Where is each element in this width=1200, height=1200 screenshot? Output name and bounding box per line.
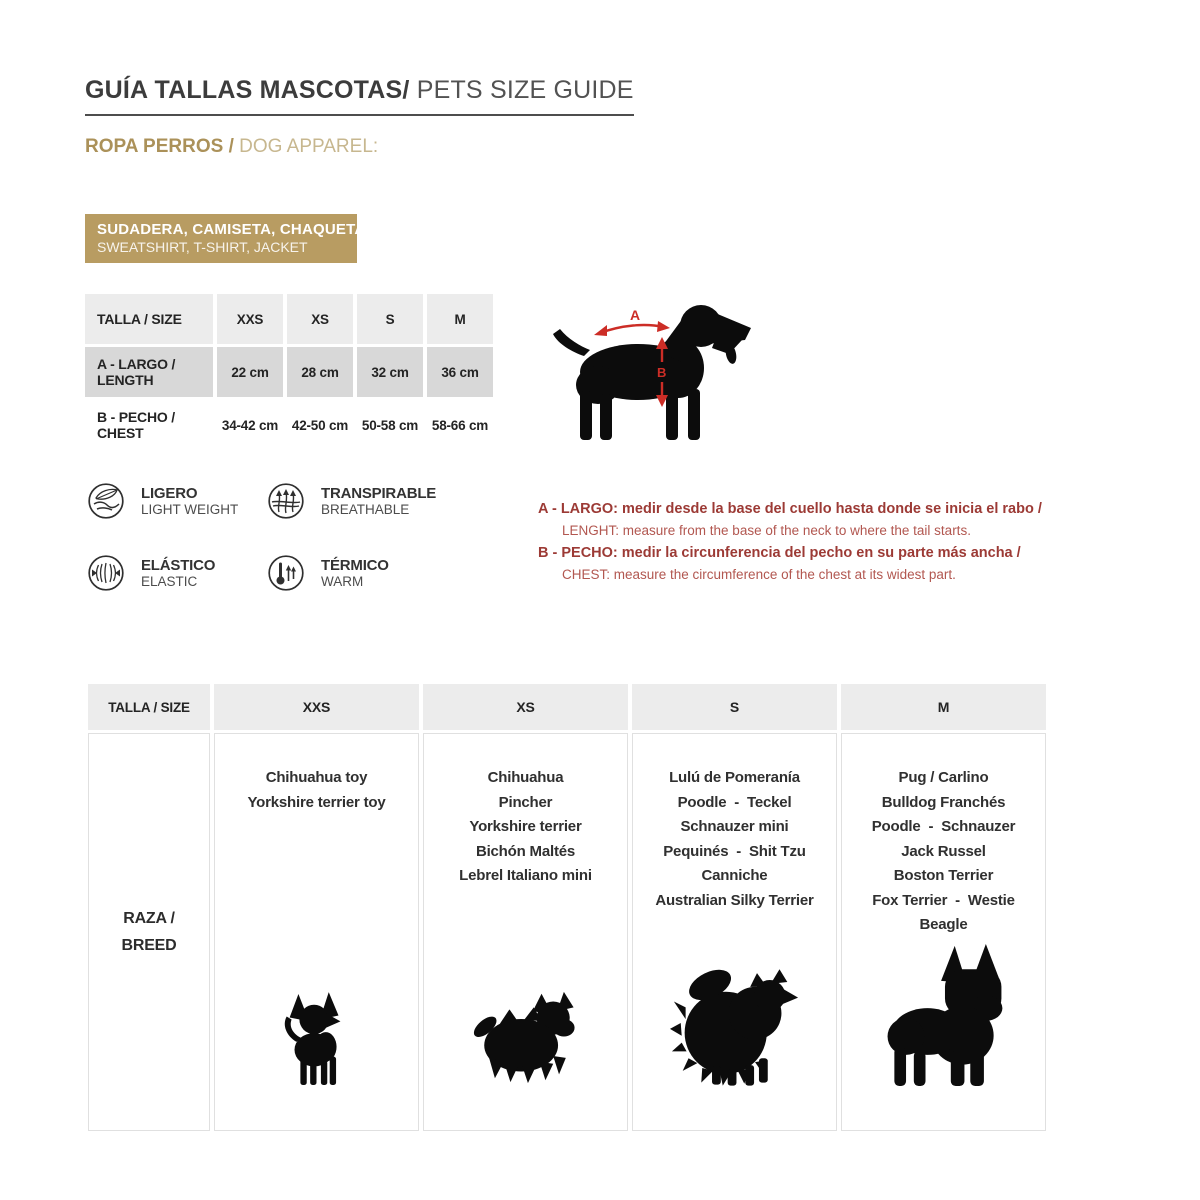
size-table-header-s: S <box>357 294 423 344</box>
size-table-header-xs: XS <box>287 294 353 344</box>
chest-s: 50-58 cm <box>357 400 423 450</box>
breed-table-header-row <box>88 684 1046 730</box>
breed-item: Yorkshire terrier toy <box>247 793 386 811</box>
breed-row-label-es: RAZA / <box>123 910 175 927</box>
breed-item: Pincher <box>498 793 553 811</box>
note-largo-en: LENGHT: measure from the base of the neck to where the tail starts. <box>562 523 971 538</box>
length-m: 36 cm <box>427 347 493 397</box>
breed-header-talla: TALLA / SIZE <box>88 684 210 730</box>
breed-list-xs <box>459 734 592 889</box>
breed-header-xxs: XXS <box>214 684 419 730</box>
length-xs: 28 cm <box>287 347 353 397</box>
breed-item: Chihuahua toy <box>265 769 368 786</box>
feather-hand-icon <box>87 482 125 520</box>
measuring-notes <box>538 498 1042 586</box>
feature-name-en: ELASTIC <box>141 574 198 589</box>
breed-item: Yorkshire terrier <box>469 818 582 835</box>
page-title-en: PETS SIZE GUIDE <box>409 76 634 104</box>
breed-column-s <box>632 733 837 1131</box>
arrow-a-label: A <box>630 307 641 323</box>
size-table-chest-row <box>85 400 493 450</box>
note-pecho-es: B - PECHO: medir la circunferencia del pecho en su parte más ancha / <box>538 545 1021 561</box>
french-bulldog-silhouette <box>871 942 1017 1088</box>
size-table <box>85 294 493 453</box>
elastic-icon <box>87 554 125 592</box>
category-banner <box>85 214 370 263</box>
breed-item: Australian Silky Terrier <box>655 891 814 909</box>
breed-list-m <box>872 734 1016 938</box>
breed-item: Jack Russel <box>901 842 986 860</box>
breed-item: Beagle <box>919 916 968 933</box>
page-subtitle-es: ROPA PERROS / <box>85 136 234 157</box>
breed-item: Canniche <box>701 867 768 884</box>
breed-item: Bichón Maltés <box>475 842 576 860</box>
thermometer-icon <box>267 554 305 592</box>
pomeranian-silhouette <box>669 960 801 1088</box>
breed-item: Poodle - Teckel <box>677 793 792 811</box>
breed-list-xxs <box>247 734 385 815</box>
length-s: 32 cm <box>357 347 423 397</box>
feature-elastic <box>87 554 267 592</box>
feature-warm <box>267 554 487 592</box>
size-table-header-row <box>85 294 493 344</box>
breed-row-label <box>88 733 210 1131</box>
page-title <box>85 76 634 116</box>
note-pecho <box>538 542 1021 586</box>
feature-name-es: ELÁSTICO <box>141 557 216 574</box>
feature-name-es: LIGERO <box>141 485 198 502</box>
breed-header-m: M <box>841 684 1046 730</box>
breed-item: Pug / Carlino <box>898 769 989 786</box>
feature-name-en: BREATHABLE <box>321 502 410 517</box>
feature-lightweight <box>87 482 267 520</box>
breed-row-label-en: BREED <box>121 937 177 954</box>
feature-breathable <box>267 482 487 520</box>
feature-list <box>87 482 487 592</box>
chest-xs: 42-50 cm <box>287 400 353 450</box>
page-title-es: GUÍA TALLAS MASCOTAS/ <box>85 76 410 104</box>
page-header <box>85 76 634 116</box>
breed-item: Chihuahua <box>487 769 564 786</box>
breed-header-s: S <box>632 684 837 730</box>
size-table-header-m: M <box>427 294 493 344</box>
chest-row-label: B - PECHO / CHEST <box>85 400 213 450</box>
breed-item: Boston Terrier <box>893 867 994 884</box>
breed-item: Fox Terrier - Westie <box>872 891 1015 909</box>
category-banner-line1: SUDADERA, CAMISETA, CHAQUETA/ <box>97 221 370 238</box>
breed-item: Schnauzer mini <box>680 818 789 835</box>
category-banner-line2: SWEATSHIRT, T-SHIRT, JACKET <box>97 239 308 255</box>
breed-header-xs: XS <box>423 684 628 730</box>
feature-name-en: LIGHT WEIGHT <box>141 502 239 517</box>
arrow-b-label: B <box>657 365 667 380</box>
breed-column-xs <box>423 733 628 1131</box>
breed-list-s <box>655 734 813 913</box>
size-table-header-talla: TALLA / SIZE <box>85 294 213 344</box>
breed-column-xxs <box>214 733 419 1131</box>
note-largo <box>538 498 1042 542</box>
breed-table-body <box>88 733 1046 1131</box>
page-subtitle <box>85 136 378 158</box>
breed-item: Poodle - Schnauzer <box>871 818 1016 835</box>
feature-name-en: WARM <box>321 574 364 589</box>
length-row-label: A - LARGO / LENGTH <box>85 347 213 397</box>
page-subtitle-en: DOG APPAREL: <box>233 136 379 157</box>
note-largo-es: A - LARGO: medir desde la base del cuello hasta donde se inicia el rabo / <box>538 501 1042 517</box>
feature-name-es: TÉRMICO <box>321 557 389 574</box>
length-xxs: 22 cm <box>217 347 283 397</box>
labrador-silhouette <box>550 296 768 448</box>
breed-item: Pequinés - Shit Tzu <box>663 842 806 860</box>
size-table-header-xxs: XXS <box>217 294 283 344</box>
note-pecho-en: CHEST: measure the circumference of the chest at its widest part. <box>562 567 956 582</box>
breed-item: Lulú de Pomeranía <box>669 769 800 786</box>
breed-item: Bulldog Franchés <box>881 793 1006 811</box>
breed-column-m <box>841 733 1046 1131</box>
breathable-icon <box>267 482 305 520</box>
breed-item: Lebrel Italiano mini <box>459 867 592 884</box>
yorkshire-terrier-silhouette <box>467 986 585 1088</box>
feature-name-es: TRANSPIRABLE <box>321 485 437 502</box>
measuring-diagram <box>550 296 768 453</box>
breed-table <box>88 684 1046 1131</box>
chest-m: 58-66 cm <box>427 400 493 450</box>
chihuahua-silhouette <box>273 990 361 1088</box>
chest-xxs: 34-42 cm <box>217 400 283 450</box>
size-table-length-row <box>85 347 493 397</box>
